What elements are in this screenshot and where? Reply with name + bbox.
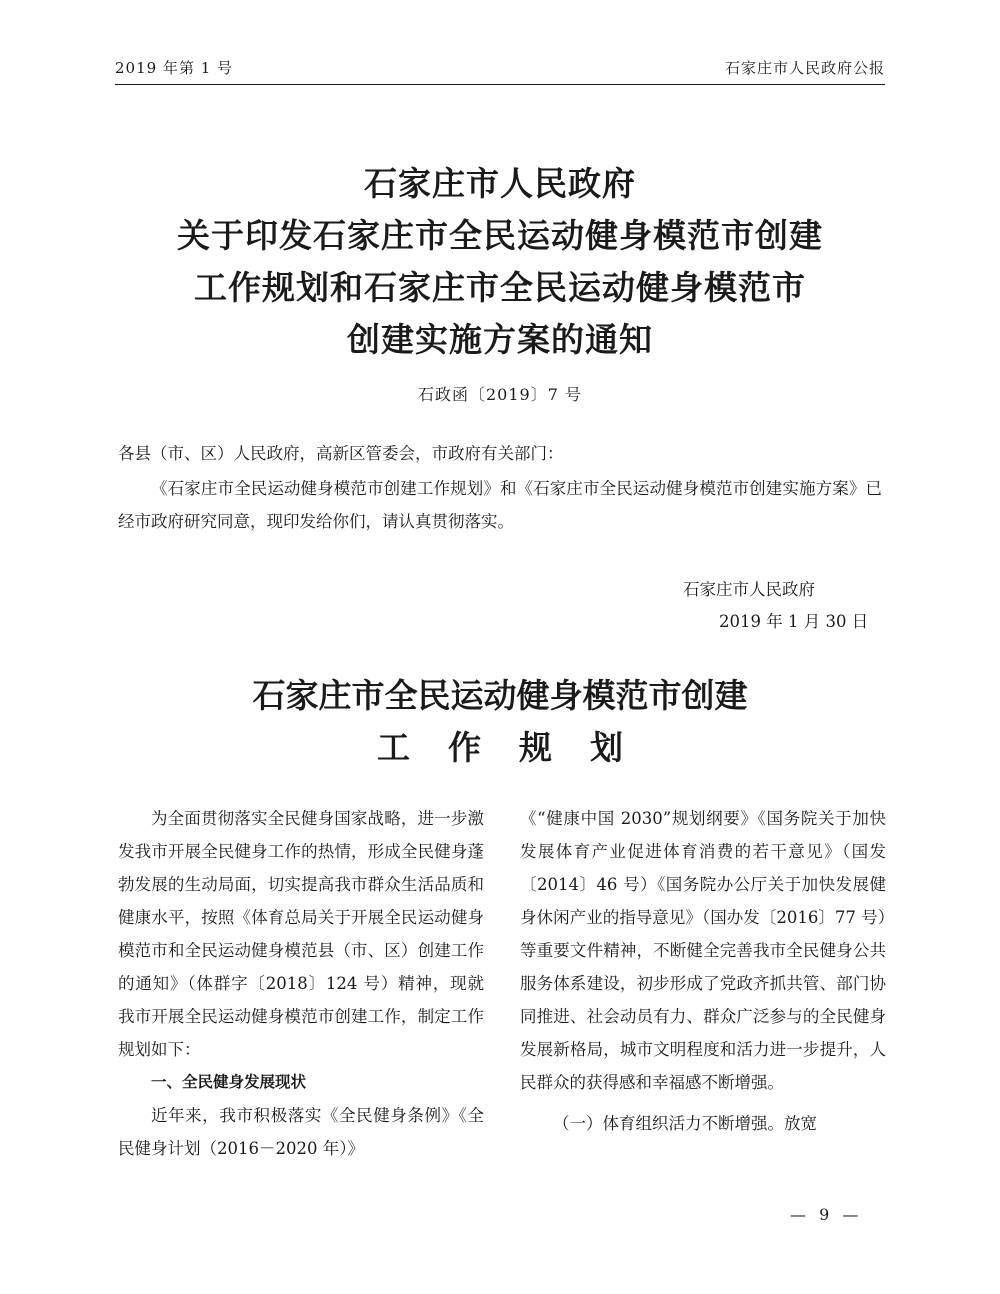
salutation: 各县（市、区）人民政府，高新区管委会，市政府有关部门： [118,444,564,463]
notice-title-block [100,158,900,405]
document-number: 石政函〔2019〕7 号 [418,385,582,404]
page-number: — 9 — [790,1205,863,1224]
section-heading: 一、全民健身发展现状 [151,1073,307,1091]
notice-title-line: 工作规划和石家庄市全民运动健身模范市 [194,268,806,307]
publication-name: 石家庄市人民政府公报 [724,59,885,77]
section-paragraph: 近年来，我市积极落实《全民健身条例》《全民健身计划（2016－2020 年）》 [118,1106,484,1158]
notice-body: 《石家庄市全民运动健身模范市创建工作规划》和《石家庄市全民运动健身模范市创建实施方案》已经市政府研究同意，现印发给你们，请认真贯彻落实。 [118,479,882,531]
notice-title-line: 关于印发石家庄市全民运动健身模范市创建 [177,216,823,255]
signature-date: 2019 年 1 月 30 日 [719,612,869,631]
notice-title-line: 创建实施方案的通知 [347,320,653,359]
page-header [115,52,885,78]
plan-title-block [100,670,900,774]
notice-title-line: 石家庄市人民政府 [364,164,636,203]
subsection-heading: （一）体育组织活力不断增强。放宽 [553,1114,817,1133]
left-column [118,802,484,1165]
continued-paragraph: 《“健康中国 2030”规划纲要》《国务院关于加快发展体育产业促进体育消费的若干意见》（国发〔2014〕46 号）《国务院办公厅关于加快发展健身休闲产业的指导意见》（国办发〔2016〕77 号）等重要文件精神，不断健全完善我市全民健身公共服务体系建设，初步形成了党政齐抓共管、部门协同推进、社会动员有力、群众广泛参与的全民健身发展新格局，城市文明程度和活力进一步提升，人民群众的获得感和幸福感不断增强。 [520,809,886,1092]
right-column [520,802,886,1140]
header-rule [115,84,885,85]
plan-intro-paragraph: 为全面贯彻落实全民健身国家战略，进一步激发我市开展全民健身工作的热情，形成全民健身蓬勃发展的生动局面，切实提高我市群众生活品质和健康水平，按照《体育总局关于开展全民运动健身模范市和全民运动健身模范县（市、区）创建工作的通知》（体群字〔2018〕124 号）精神，现就我市开展全民运动健身模范市创建工作，制定工作规划如下： [118,809,484,1059]
plan-title-line: 石家庄市全民运动健身模范市创建 [252,676,748,715]
signature-organization: 石家庄市人民政府 [683,580,815,599]
plan-title-line: 工作规划 [377,728,661,767]
issue-label: 2019 年第 1 号 [115,59,234,77]
